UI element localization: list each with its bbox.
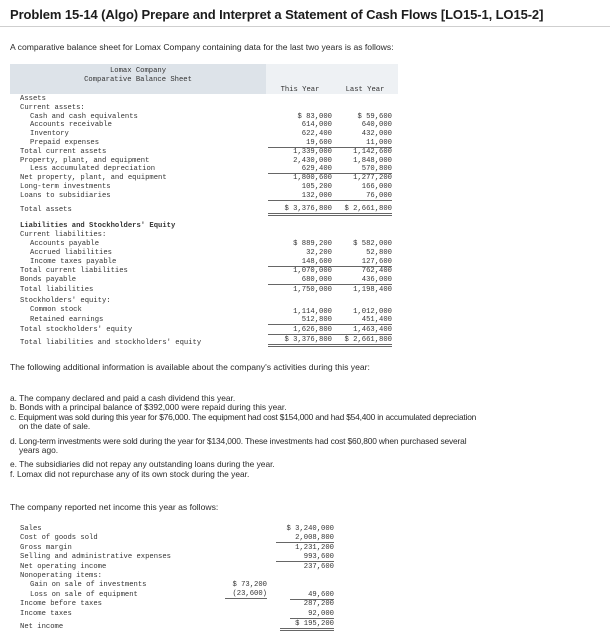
is-label: Cost of goods sold xyxy=(20,534,98,542)
bs-last-year: 52,800 xyxy=(366,249,392,257)
bs-this-year: 32,200 xyxy=(306,249,332,257)
bs-label: Long-term investments xyxy=(20,183,111,191)
list-item: d. Long-term investments were sold during the year for $134,000. These investments had cost $60,800 when purchased several xyxy=(10,436,467,446)
bs-this-year: 19,600 xyxy=(268,139,332,148)
list-item: on the date of sale. xyxy=(19,421,91,431)
bs-this-year: 512,800 xyxy=(268,316,332,325)
bs-label: Bonds payable xyxy=(20,276,77,284)
bs-label: Current liabilities: xyxy=(20,231,107,239)
list-item: e. The subsidiaries did not repay any outstanding loans during the year. xyxy=(10,459,275,469)
bs-label: Total stockholders' equity xyxy=(20,326,133,334)
bs-this-year: 1,626,800 xyxy=(268,326,332,335)
bs-label: Inventory xyxy=(30,130,69,138)
bs-label: Cash and cash equivalents xyxy=(30,113,138,121)
problem-title: Problem 15-14 (Algo) Prepare and Interpret a Statement of Cash Flows [LO15-1, LO15-2] xyxy=(10,7,544,22)
title-divider xyxy=(0,26,610,27)
bs-label: Accounts payable xyxy=(30,240,100,248)
bs-label: Liabilities and Stockholders' Equity xyxy=(20,222,176,230)
is-outer: $ 3,240,000 xyxy=(286,525,334,533)
is-inner: $ 73,200 xyxy=(232,581,267,589)
bs-last-year: 432,000 xyxy=(361,130,392,138)
bs-last-year: 166,000 xyxy=(361,183,392,191)
is-label: Nonoperating items: xyxy=(20,572,102,580)
list-item: b. Bonds with a principal balance of $392,000 were repaid during this year. xyxy=(10,402,287,412)
is-outer: 92,000 xyxy=(290,610,334,619)
bs-last-year: 451,400 xyxy=(328,316,392,325)
bs-label: Prepaid expenses xyxy=(30,139,100,147)
is-label: Loss on sale of equipment xyxy=(30,591,138,599)
list-item: years ago. xyxy=(19,445,59,455)
bs-label: Assets xyxy=(20,95,46,103)
bs-this-year: 105,200 xyxy=(301,183,332,191)
list-item: f. Lomax did not repurchase any of its own stock during the year. xyxy=(10,469,250,479)
bs-this-year: 1,114,000 xyxy=(293,308,332,316)
bs-this-year: 614,000 xyxy=(301,121,332,129)
bs-this-year: 2,430,000 xyxy=(293,157,332,165)
bs-label: Common stock xyxy=(30,306,82,314)
is-outer: 287,200 xyxy=(303,600,334,608)
is-label: Net income xyxy=(20,623,64,631)
bs-label: Net property, plant, and equipment xyxy=(20,174,167,182)
bs-last-year: 1,848,000 xyxy=(353,157,392,165)
bs-this-year: 1,070,000 xyxy=(293,267,332,275)
bs-this-year: $ 3,376,800 xyxy=(268,205,332,216)
bs-this-year: 132,000 xyxy=(268,192,332,201)
bs-this-year: $ 83,000 xyxy=(297,113,332,121)
bs-last-year: 1,277,200 xyxy=(353,174,392,182)
list-item: c. Equipment was sold during this year for $76,000. The equipment had cost $154,000 and had $54,400 in accumulated depreciation xyxy=(10,412,477,422)
bs-this-year: 1,339,000 xyxy=(293,148,332,156)
bs-this-year: $ 889,200 xyxy=(293,240,332,248)
bs-label: Accounts receivable xyxy=(30,121,112,129)
bs-label: Loans to subsidiaries xyxy=(20,192,111,200)
bs-last-year: 76,000 xyxy=(328,192,392,201)
is-outer: 237,600 xyxy=(303,563,334,571)
bs-last-year: $ 2,661,800 xyxy=(328,205,392,216)
company-name: Lomax Company xyxy=(109,67,167,75)
is-outer: 49,600 xyxy=(290,591,334,600)
bs-label: Accrued liabilities xyxy=(30,249,112,257)
bs-this-year: 148,600 xyxy=(268,258,332,267)
bs-last-year: $ 582,000 xyxy=(353,240,392,248)
is-outer: 993,600 xyxy=(276,553,334,562)
bs-last-year: 1,198,400 xyxy=(353,286,392,294)
bs-label: Income taxes payable xyxy=(30,258,117,266)
is-label: Net operating income xyxy=(20,563,107,571)
is-label: Gain on sale of investments xyxy=(30,581,147,589)
is-label: Selling and administrative expenses xyxy=(20,553,171,561)
bs-last-year: 1,463,400 xyxy=(328,326,392,335)
bs-last-year: 127,600 xyxy=(328,258,392,267)
is-label: Sales xyxy=(20,525,42,533)
bs-last-year: 436,000 xyxy=(328,276,392,285)
bs-last-year: 1,012,000 xyxy=(353,308,392,316)
col-last-year: Last Year xyxy=(345,86,385,94)
bs-label: Current assets: xyxy=(20,104,85,112)
bs-label: Total current assets xyxy=(20,148,107,156)
is-label: Gross margin xyxy=(20,544,72,552)
is-label: Income taxes xyxy=(20,610,72,618)
bs-this-year: 1,750,000 xyxy=(293,286,332,294)
list-item: a. The company declared and paid a cash dividend this year. xyxy=(10,393,236,403)
is-outer: 1,231,200 xyxy=(295,544,334,552)
bs-this-year: $ 3,376,800 xyxy=(268,336,332,347)
bs-last-year: 640,000 xyxy=(361,121,392,129)
is-inner: (23,600) xyxy=(225,590,267,599)
bs-last-year: 762,400 xyxy=(361,267,392,275)
bs-label: Total current liabilities xyxy=(20,267,128,275)
bs-label: Total assets xyxy=(20,206,72,214)
bs-label: Total liabilities and stockholders' equity xyxy=(20,339,202,347)
bs-label: Less accumulated depreciation xyxy=(30,165,156,173)
bs-last-year: 570,800 xyxy=(328,165,392,174)
bs-this-year: 622,400 xyxy=(301,130,332,138)
bs-last-year: 11,000 xyxy=(328,139,392,148)
additional-intro: The following additional information is available about the company's activities during this year: xyxy=(10,362,370,372)
intro-text: A comparative balance sheet for Lomax Company containing data for the last two years is as follows: xyxy=(10,42,394,52)
is-outer: 2,008,800 xyxy=(276,534,334,543)
bs-label: Retained earnings xyxy=(30,316,104,324)
bs-label: Stockholders' equity: xyxy=(20,297,111,305)
bs-last-year: $ 2,661,800 xyxy=(328,336,392,347)
income-intro: The company reported net income this year as follows: xyxy=(10,502,219,512)
bs-this-year: 629,400 xyxy=(268,165,332,174)
balance-sheet-subtitle: Comparative Balance Sheet xyxy=(84,76,192,84)
bs-last-year: 1,142,600 xyxy=(353,148,392,156)
col-this-year: This Year xyxy=(280,86,320,94)
bs-this-year: 680,000 xyxy=(268,276,332,285)
bs-label: Property, plant, and equipment xyxy=(20,157,150,165)
is-label: Income before taxes xyxy=(20,600,102,608)
bs-last-year: $ 59,600 xyxy=(357,113,392,121)
bs-this-year: 1,800,600 xyxy=(293,174,332,182)
bs-label: Total liabilities xyxy=(20,286,94,294)
is-outer: $ 195,200 xyxy=(280,620,334,631)
